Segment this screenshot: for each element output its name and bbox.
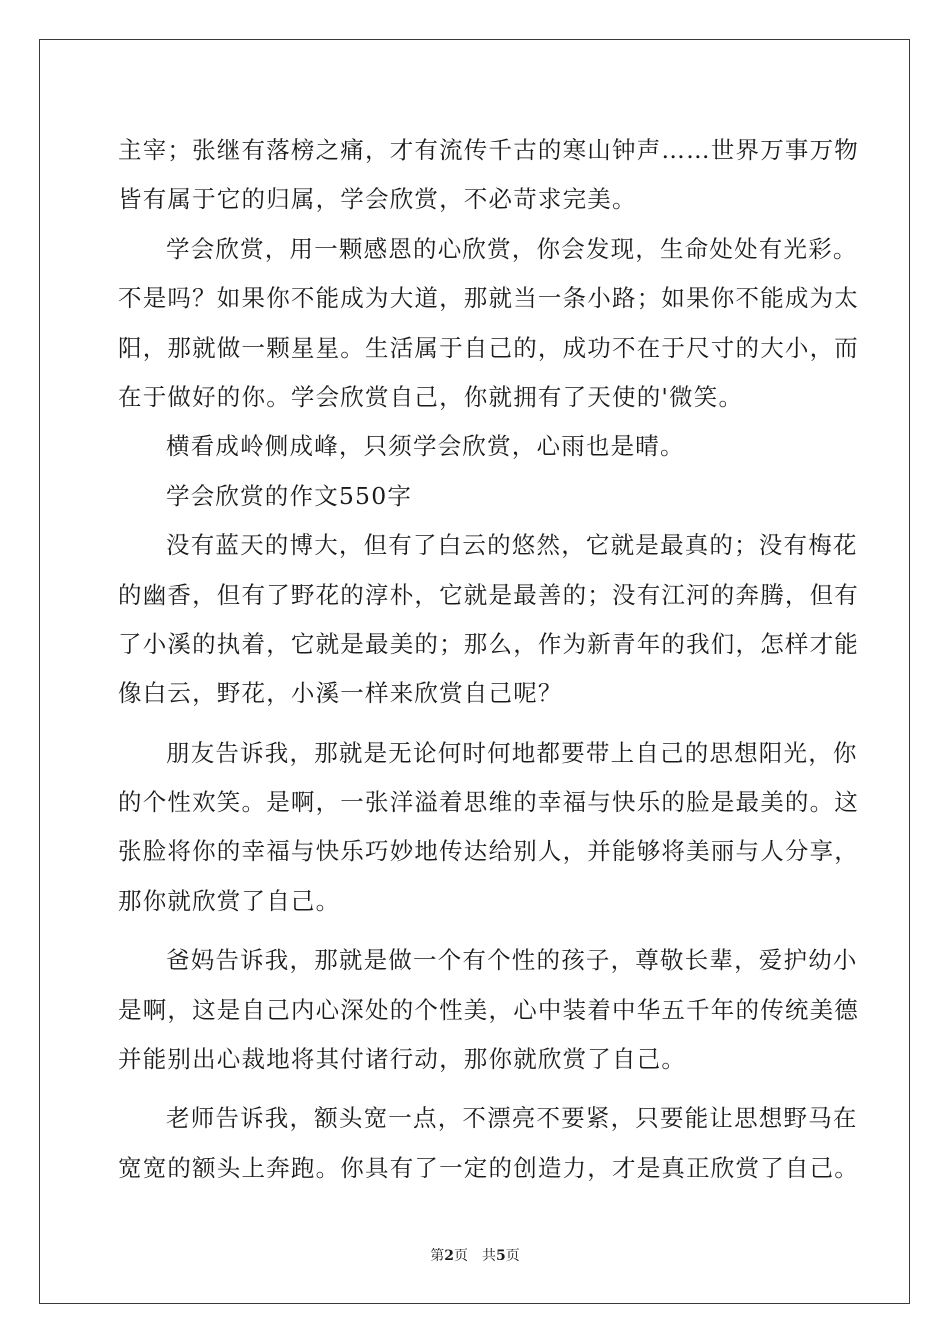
text-line: 不是吗？如果你不能成为大道，那就当一条小路；如果你不能成为太 [118,284,859,313]
document-body [118,130,859,1197]
text-line: 老师告诉我，额头宽一点，不漂亮不要紧，只要能让思想野马在 [166,1104,858,1133]
paragraph [118,525,859,723]
text-line: 像白云，野花，小溪一样来欣赏自己呢？ [118,679,563,708]
text-line: 的幽香，但有了野花的淳朴，它就是最善的；没有江河的奔腾，但有 [118,580,859,609]
paragraph [118,1098,859,1197]
paragraph [118,130,859,229]
total-prefix: 共 [482,1248,496,1264]
paragraph [118,229,859,427]
paragraph [118,733,859,931]
total-suffix: 页 [505,1248,520,1264]
text-line: 没有蓝天的博大，但有了白云的悠然，它就是最真的；没有梅花 [166,531,858,560]
paragraph [118,940,859,1088]
text-line: 朋友告诉我，那就是无论何时何地都要带上自己的思想阳光，你 [166,738,858,767]
page-prefix: 第 [430,1248,445,1264]
text-line: 阳，那就做一颗星星。生活属于自己的，成功不在于尺寸的大小，而 [118,333,859,362]
section-title [118,476,838,525]
text-line: 学会欣赏，用一颗感恩的心欣赏，你会发现，生命处处有光彩。 [166,234,858,263]
text-line: 的个性欢笑。是啊，一张洋溢着思维的幸福与快乐的脸是最美的。这 [118,788,859,817]
text-line: 那你就欣赏了自己。 [118,886,341,915]
text-line: 学会欣赏的作文550字 [166,481,413,510]
text-line: 是啊，这是自己内心深处的个性美，心中装着中华五千年的传统美德 [118,995,859,1024]
text-line: 宽宽的额头上奔跑。你具有了一定的创造力，才是真正欣赏了自己。 [118,1153,859,1182]
page-suffix: 页 [454,1248,468,1264]
total-page-number: 5 [496,1248,506,1264]
text-line: 皆有属于它的归属，学会欣赏，不必苛求完美。 [118,185,637,214]
text-line: 张脸将你的幸福与快乐巧妙地传达给别人，并能够将美丽与人分享， [118,837,859,866]
text-line: 爸妈告诉我，那就是做一个有个性的孩子，尊敬长辈，爱护幼小 [166,946,858,975]
text-line: 并能别出心裁地将其付诸行动，那你就欣赏了自己。 [118,1045,687,1074]
paragraph [118,426,838,475]
text-line: 在于做好的你。学会欣赏自己，你就拥有了天使的'微笑。 [118,382,744,411]
page-footer [0,1245,950,1265]
text-line: 主宰；张继有落榜之痛，才有流传千古的寒山钟声……世界万事万物 [118,136,859,164]
current-page-number: 2 [444,1248,454,1264]
text-line: 了小溪的执着，它就是最美的；那么，作为新青年的我们，怎样才能 [118,629,859,658]
text-line: 横看成岭侧成峰，只须学会欣赏，心雨也是晴。 [166,432,685,461]
